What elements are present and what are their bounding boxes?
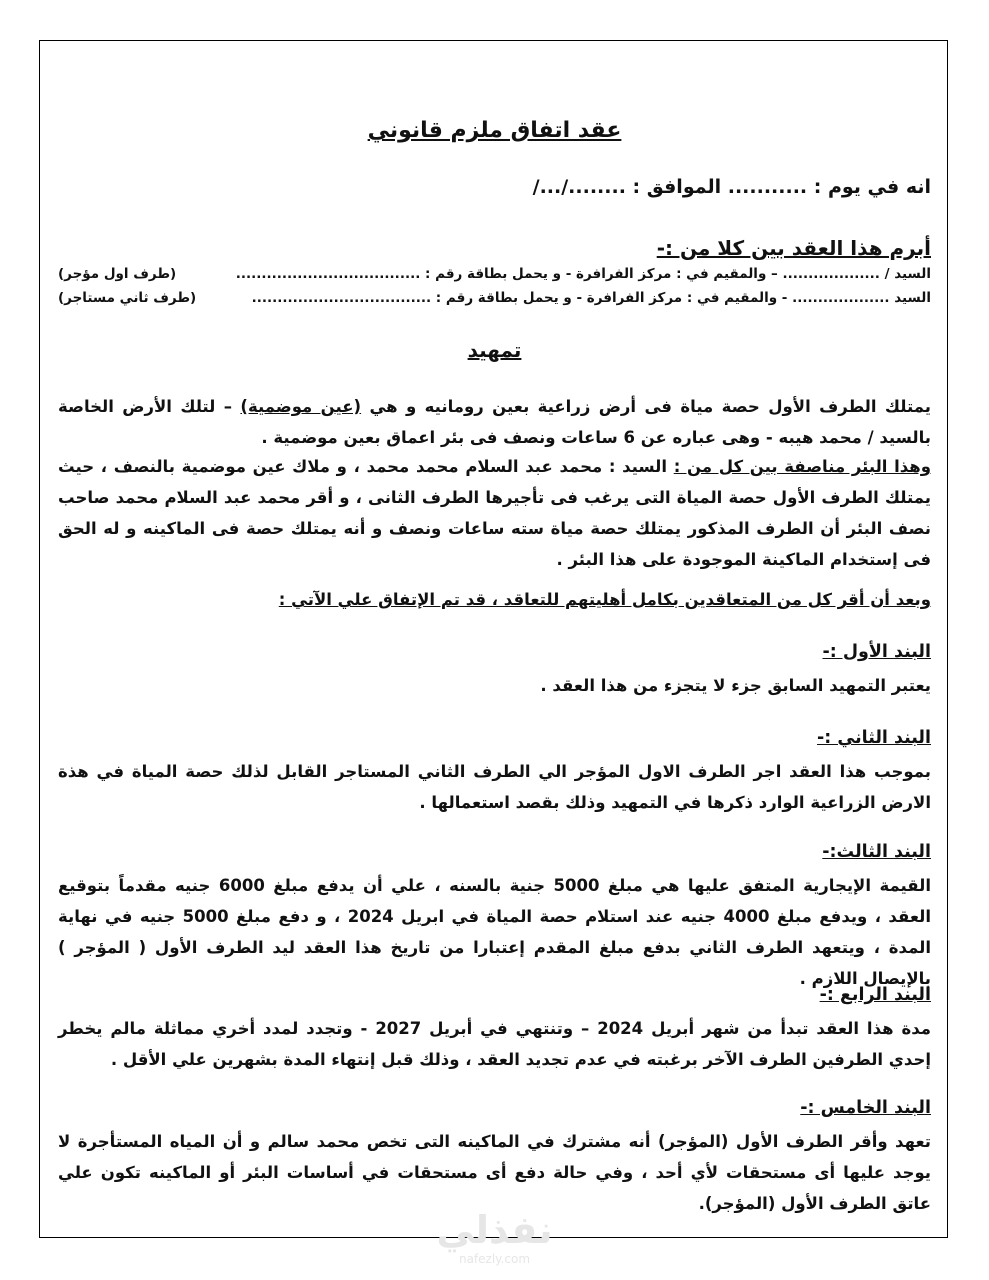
first-party-line [58,266,931,282]
clause-3-heading: البند الثالث:- [822,842,931,862]
clause-3-text: القيمة الإيجارية المتفق عليها هي مبلغ 5000 جنية بالسنه ، علي أن يدفع مبلغ 6000 جنيه مقدماً بتوقيع العقد ، ويدفع مبلغ 4000 جنيه عند استلام حصة المياة في ابريل 2024 ، و دفع مبلغ 5000 جنيه في نهاية المدة ، ويتعهد الطرف الثاني بدفع مبلغ المقدم إعتبارا من تاريخ هذا العقد ليد الطرف الأول ( المؤجر ) بالإيصال اللازم . [58,876,931,988]
contract-title: عقد اتفاق ملزم قانوني [367,118,622,143]
clause-2-heading: البند الثاني :- [817,728,931,748]
preamble-heading: تمهيد [467,338,522,362]
preamble-p1-text-a: يمتلك الطرف الأول حصة مياة فى أرض زراعية بعين رومانيه و هي [361,397,931,416]
watermark-url: nafezly.com [458,1252,531,1266]
first-party-text: السيد / ................... – والمقيم في : مركز الفرافرة - و يحمل بطاقة رقم : .................................... [235,266,931,282]
preamble-paragraph-1 [58,391,931,453]
clause-5-heading: البند الخامس :- [800,1098,931,1118]
preamble-p2-text: السيد : محمد عبد السلام محمد محمد ، و ملاك عين موضمية بالنصف ، حيث يمتلك الطرف الأول حصة المياة التى يرغب فى تأجيرها الطرف الثانى ، و أقر محمد عبد السلام محمد صاحب نصف البئر أن الطرف المذكور يمتلك حصة مياة سته ساعات ونصف و أنه يمتلك حصة فى الماكينه و له الحق فى إستخدام الماكينة الموجودة على هذا البئر . [58,457,931,569]
preamble-paragraph-2 [58,451,931,575]
date-line: انه في يوم : ........... الموافق : ......../.../ [532,176,931,198]
preamble-p1-text-b: – لتلك الأرض الخاصة بالسيد / محمد هيبه - وهى عباره عن 6 ساعات ونصف فى بئر اعماق بعين موضمية . [58,397,931,447]
watermark-logo: نفذلي [436,1208,553,1252]
preamble-p2-underlined: وهذا البئر مناصفة بين كل من : [673,457,931,476]
second-party-line [58,290,931,306]
agreement-intro: وبعد أن أقر كل من المتعاقدين بكامل أهليتهم للتعاقد ، قد تم الإتفاق علي الآتي : [278,590,931,609]
first-party-role: (طرف اول مؤجر) [58,266,177,282]
clause-2-text: بموجب هذا العقد اجر الطرف الاول المؤجر الي الطرف الثاني المستاجر القابل لذلك حصة المياة في هذة الارض الزراعية الوارد ذكرها في التمهيد وذلك بقصد استعمالها . [58,762,931,812]
clause-4-text: مدة هذا العقد تبدأ من شهر أبريل 2024 – وتنتهي في أبريل 2027 - وتجدد لمدد أخري مماثلة مالم يخطر إحدي الطرفين الطرف الآخر برغبته في عدم تجديد العقد ، وذلك قبل إنتهاء المدة بشهرين علي الأقل . [58,1019,931,1069]
clause-4-heading: البند الرابع :- [819,985,931,1005]
preamble-p1-underlined: (عين موضمية) [240,397,362,416]
clause-1-heading: البند الأول :- [822,642,931,662]
second-party-text: السيد ................... - والمقيم في : مركز الفرافرة - و يحمل بطاقة رقم : ................................... [251,290,931,306]
second-party-role: (طرف ثاني مستاجر) [58,290,197,306]
parties-heading: أبرم هذا العقد بين كلا من :- [656,236,931,260]
clause-1-text: يعتبر التمهيد السابق جزء لا يتجزء من هذا العقد . [540,676,931,695]
clause-5-text: تعهد وأقر الطرف الأول (المؤجر) أنه مشترك في الماكينه التى تخص محمد سالم و أن المياه المستأجرة لا يوجد عليها أى مستحقات لأي أحد ، وفي حالة دفع أى مستحقات في أساسات البئر أو الماكينه تكون علي عاتق الطرف الأول (المؤجر). [58,1132,931,1213]
